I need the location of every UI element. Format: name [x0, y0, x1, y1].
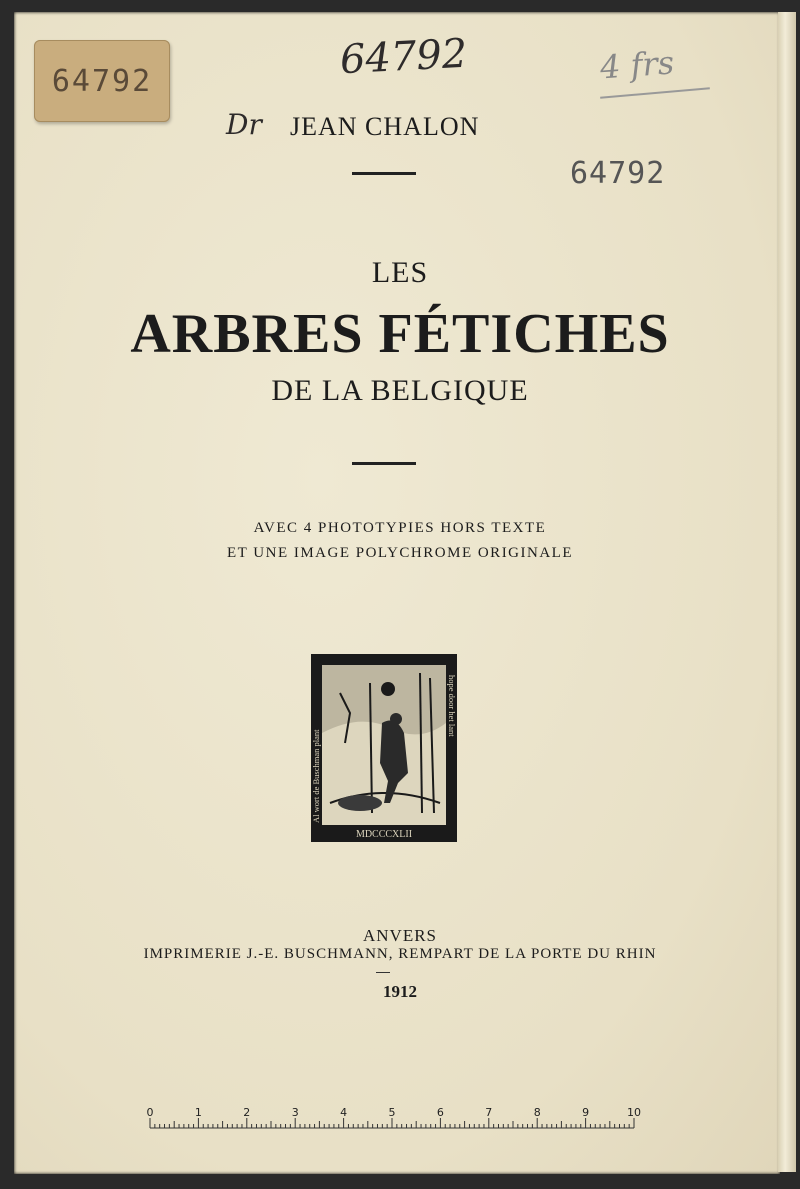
divider-middle [352, 462, 416, 465]
scale-label: 5 [388, 1106, 396, 1119]
woodcut-date: MDCCCXLII [355, 829, 413, 840]
library-sticker [34, 40, 170, 122]
scale-label: 8 [533, 1106, 541, 1119]
scale-label: 4 [340, 1106, 348, 1119]
woodcut-border-right: hope door het lant [447, 675, 457, 737]
subtitle-line-2: ET UNE IMAGE POLYCHROME ORIGINALE [226, 545, 574, 561]
publication-year: 1912 [383, 982, 417, 1001]
dash-divider [376, 972, 390, 973]
title-line-1: LES [371, 256, 429, 289]
publication-place: ANVERS [362, 926, 437, 945]
scale-label: 2 [243, 1106, 251, 1119]
woodcut-emblem [310, 653, 458, 843]
scale-label: 9 [582, 1106, 590, 1119]
handwritten-number: 64792 [338, 30, 469, 84]
sticker-number: 64792 [51, 63, 153, 99]
woodcut-border-left: Al wort de Buschman plant [311, 729, 321, 823]
handwritten-price: 4 frs [598, 43, 676, 87]
divider-top [352, 172, 416, 175]
scale-label: 1 [194, 1106, 202, 1119]
printer-line: IMPRIMERIE J.-E. BUSCHMANN, REMPART DE LA PORTE DU RHIN [143, 946, 657, 962]
subtitle-line-1: AVEC 4 PHOTOTYPIES HORS TEXTE [253, 520, 547, 536]
handwritten-prefix: Dr [226, 108, 262, 141]
scale-label: 7 [485, 1106, 493, 1119]
scale-label: 3 [291, 1106, 299, 1119]
scale-label: 6 [436, 1106, 444, 1119]
author-name: JEAN CHALON [290, 112, 480, 141]
stamp-number: 64792 [570, 156, 666, 191]
scale-label: 0 [146, 1106, 154, 1119]
scale-label: 10 [627, 1106, 641, 1119]
title-line-2: ARBRES FÉTICHES [130, 303, 670, 365]
scale-bar [146, 1104, 641, 1134]
title-line-3: DE LA BELGIQUE [271, 374, 529, 407]
